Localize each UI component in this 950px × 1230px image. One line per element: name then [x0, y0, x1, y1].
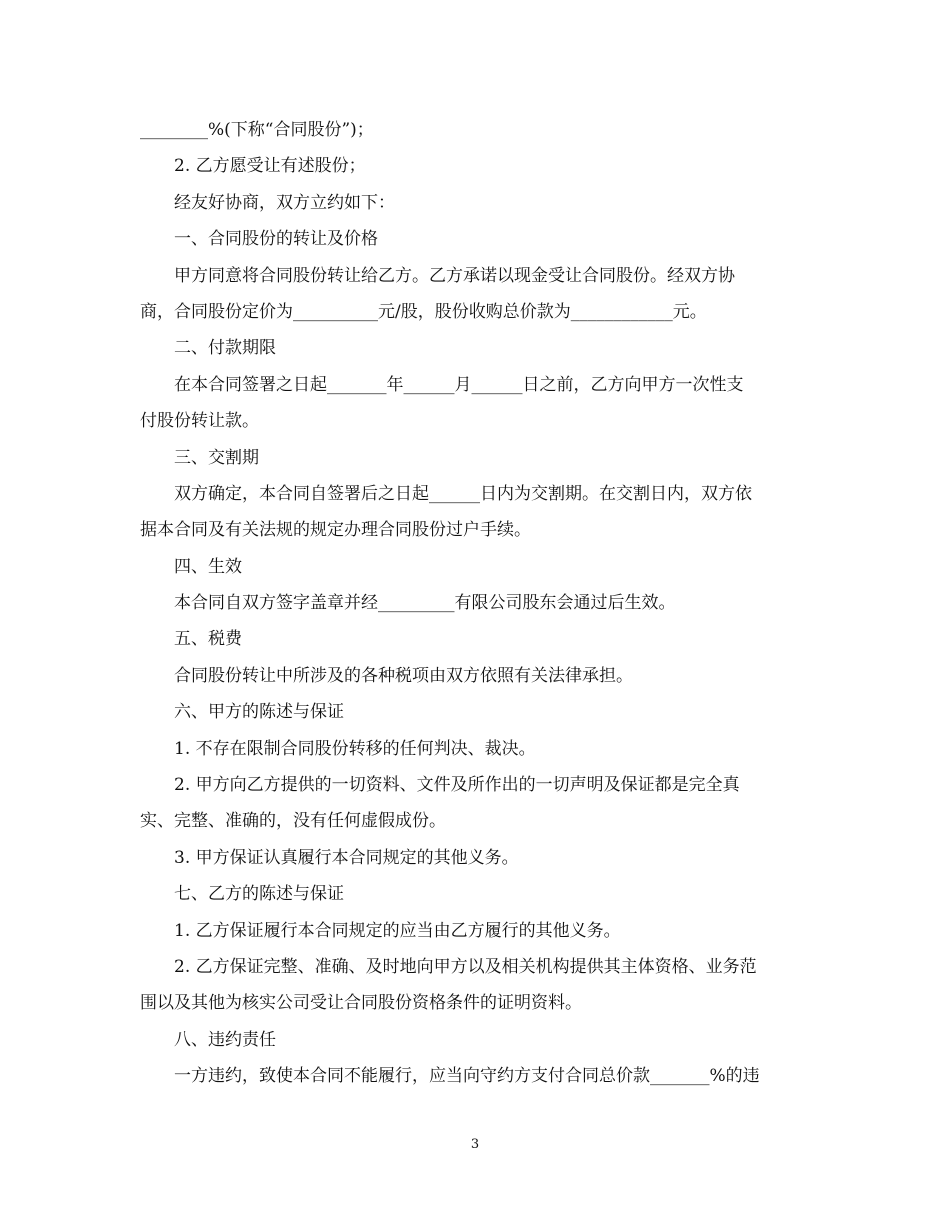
- text-line: 合同股份转让中所涉及的各种税项由双方依照有关法律承担。: [174, 665, 633, 686]
- text-line: 本合同自双方签字盖章并经_________有限公司股东会通过后生效。: [174, 593, 676, 614]
- text-line: 3. 甲方保证认真履行本合同规定的其他义务。: [174, 847, 519, 868]
- page-number: 3: [470, 1137, 480, 1152]
- section-heading: 四、生效: [174, 556, 242, 577]
- document-body: [140, 112, 820, 1095]
- text-line: 一方违约，致使本合同不能履行，应当向守约方支付合同总价款_______%的违: [174, 1066, 760, 1087]
- text-line: 1. 乙方保证履行本合同规定的应当由乙方履行的其他义务。: [174, 920, 621, 941]
- text-line: 据本合同及有关法规的规定办理合同股份过户手续。: [140, 520, 531, 541]
- text-line: 经友好协商，双方立约如下：: [174, 192, 395, 213]
- text-line: 甲方同意将合同股份转让给乙方。乙方承诺以现金受让合同股份。经双方协: [174, 265, 735, 286]
- section-heading: 三、交割期: [174, 447, 259, 468]
- text-line: 2. 乙方保证完整、准确、及时地向甲方以及相关机构提供其主体资格、业务范: [174, 956, 757, 977]
- text-line: 2. 甲方向乙方提供的一切资料、文件及所作出的一切声明及保证都是完全真: [174, 775, 740, 796]
- text-line: 商，合同股份定价为__________元/股，股份收购总价款为____________元。: [140, 301, 707, 322]
- text-line: 围以及其他为核实公司受让合同股份资格条件的证明资料。: [140, 993, 582, 1014]
- text-line: 2. 乙方愿受让有述股份；: [174, 156, 366, 177]
- section-heading: 二、付款期限: [174, 338, 276, 359]
- section-heading: 七、乙方的陈述与保证: [174, 884, 344, 905]
- text-line: ________%(下称“合同股份”)；: [140, 120, 374, 140]
- text-line: 实、完整、准确的，没有任何虚假成份。: [140, 811, 446, 832]
- section-heading: 六、甲方的陈述与保证: [174, 702, 344, 723]
- section-heading: 五、税费: [174, 629, 242, 650]
- section-heading: 一、合同股份的转让及价格: [174, 229, 378, 250]
- text-line: 付股份转让款。: [140, 411, 259, 432]
- text-line: 1. 不存在限制合同股份转移的任何判决、裁决。: [174, 738, 536, 759]
- text-line: 在本合同签署之日起_______年______月______日之前，乙方向甲方一次性支: [174, 374, 744, 395]
- text-line: 双方确定，本合同自签署后之日起______日内为交割期。在交割日内，双方依: [174, 483, 752, 504]
- section-heading: 八、违约责任: [174, 1029, 276, 1050]
